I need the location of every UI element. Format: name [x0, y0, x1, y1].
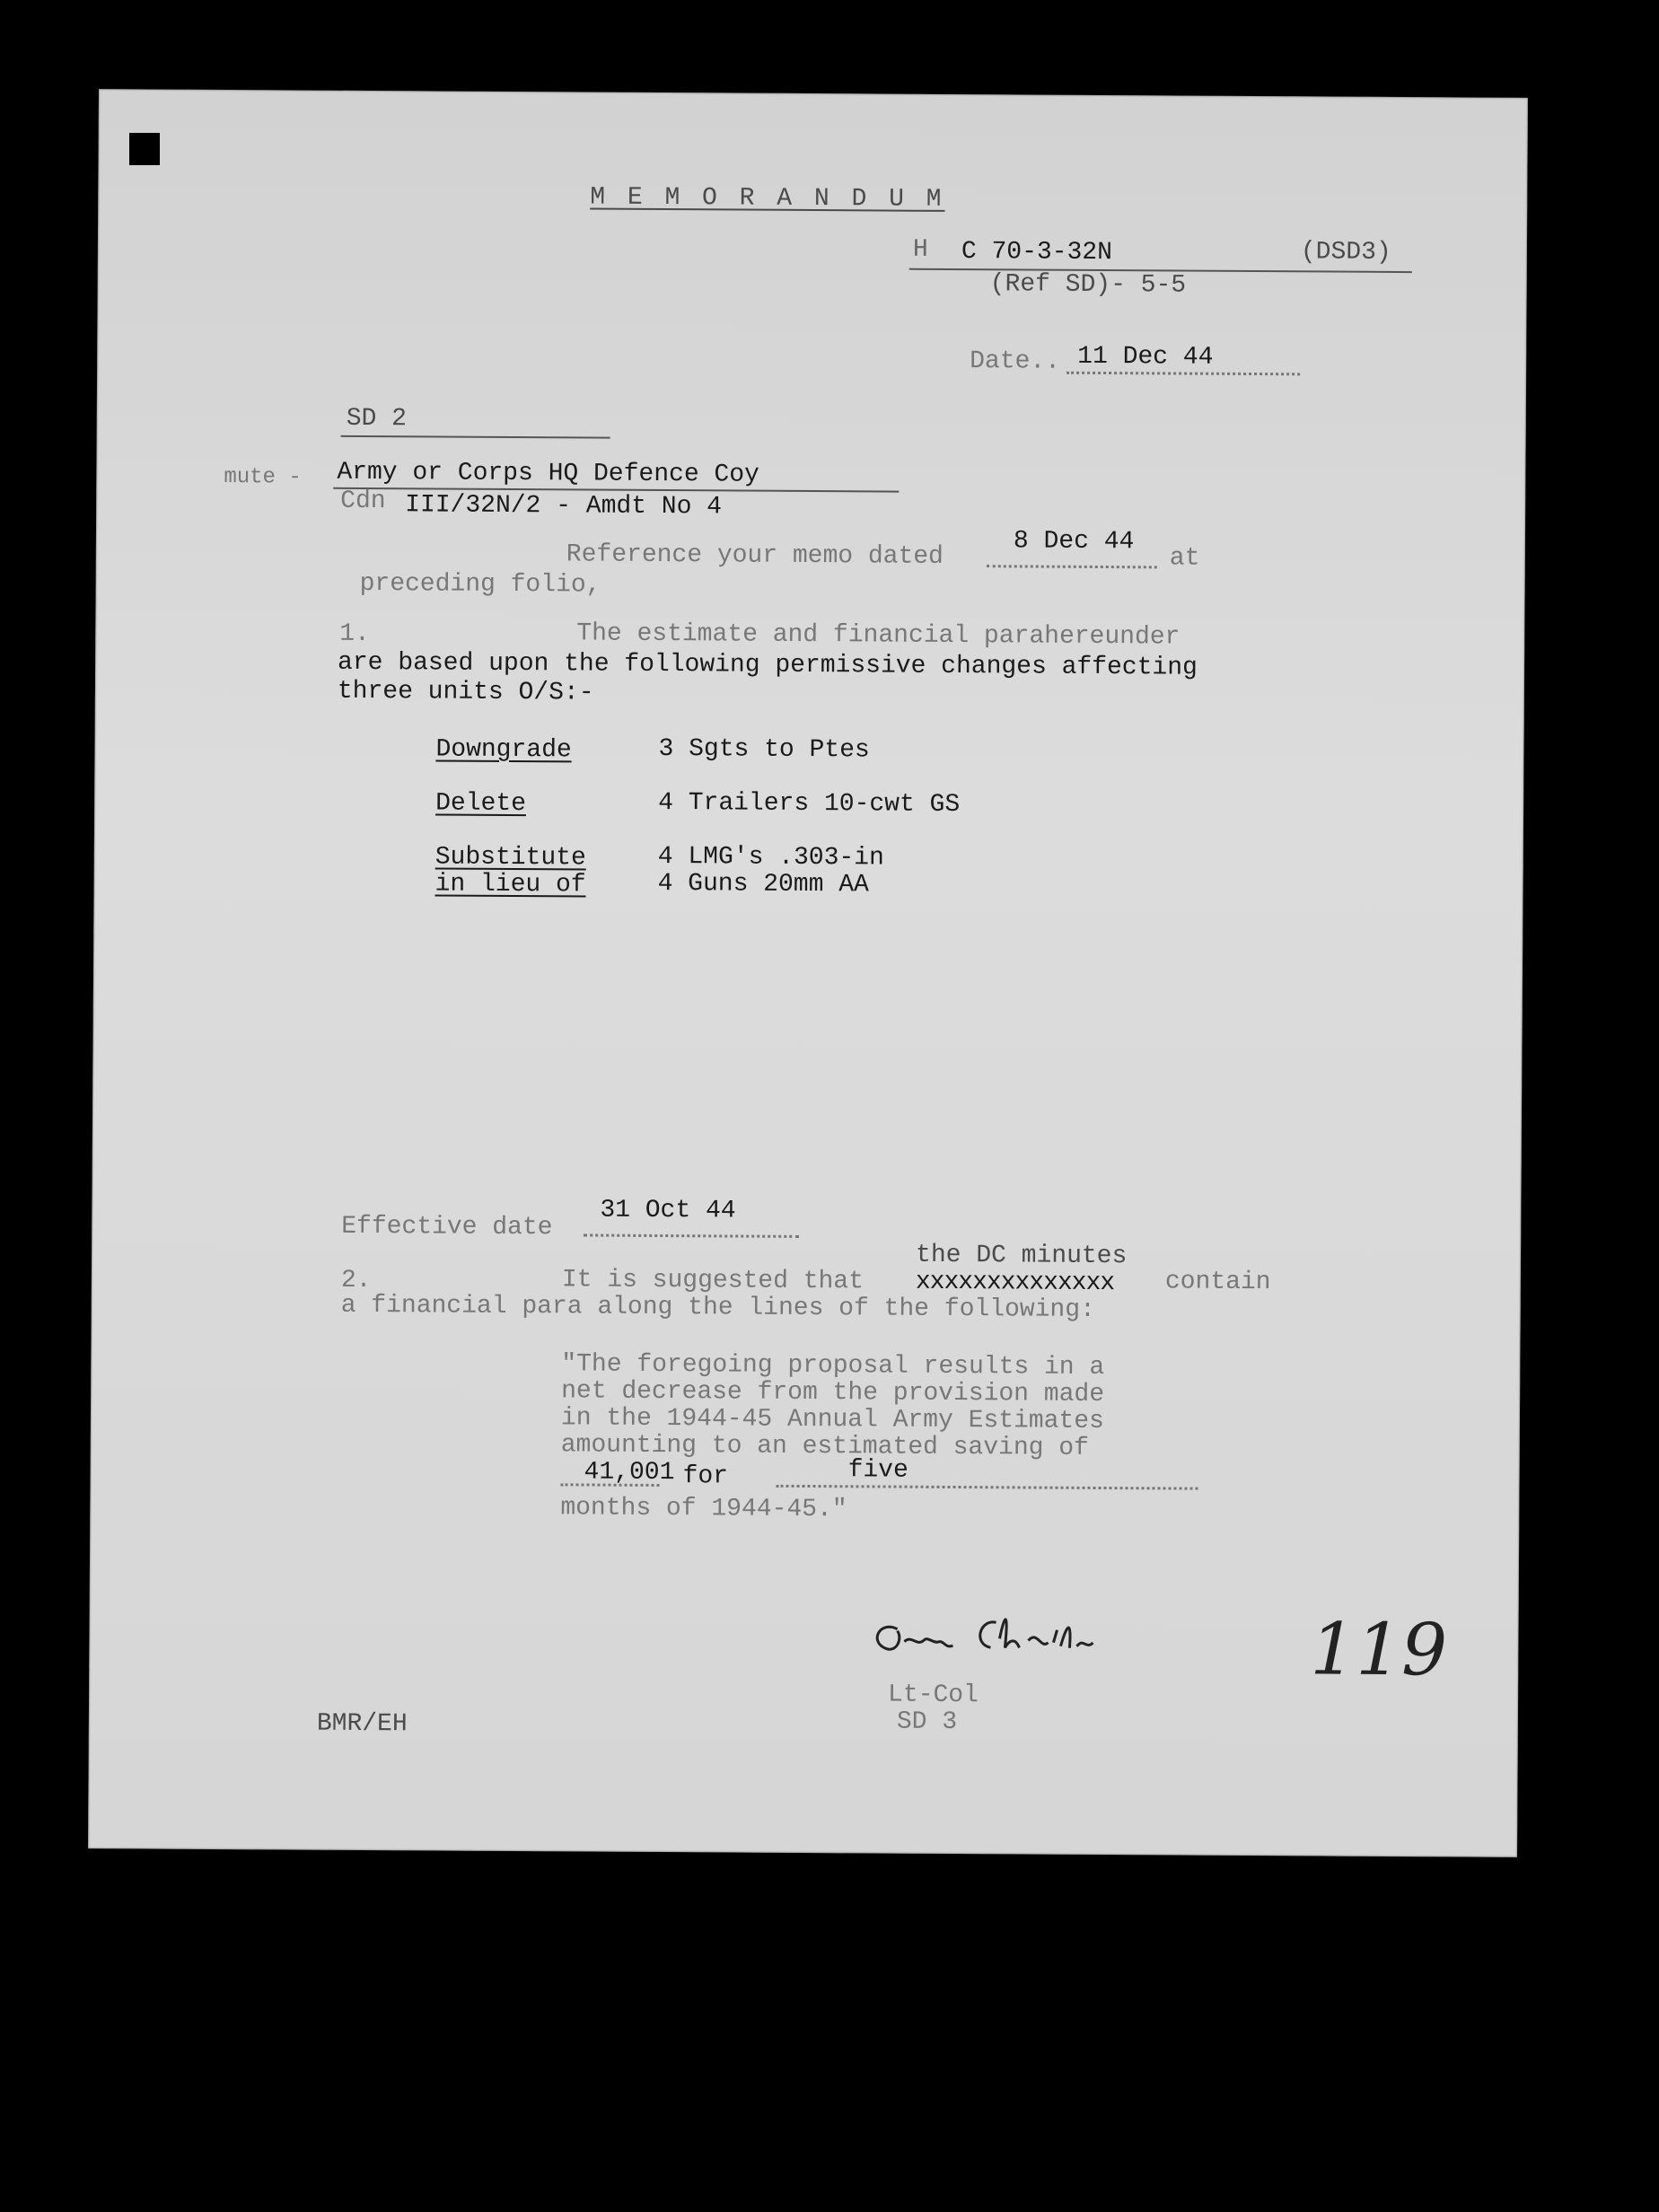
subject-prefix: mute - — [224, 465, 302, 490]
para2-line2: a financial para along the lines of the following: — [340, 1291, 1095, 1324]
para2-struck: xxxxxxxxxxxxxx — [915, 1268, 1115, 1298]
reference-text-a: Reference your memo dated — [566, 540, 944, 571]
change-label-downgrade: Downgrade — [435, 735, 572, 765]
date-dots — [1066, 372, 1300, 376]
sign-rank: Lt-Col — [887, 1681, 979, 1710]
memo-page — [88, 89, 1528, 1857]
quote-line2: net decrease from the provision made — [561, 1377, 1105, 1409]
change-label-substitute: Substitute — [434, 843, 586, 873]
quote-amount-dots — [561, 1483, 660, 1487]
para2-line1b: contain — [1164, 1268, 1271, 1297]
quote-months-word: five — [847, 1456, 908, 1485]
para1-number: 1. — [339, 619, 371, 649]
date-label: Date.. — [970, 347, 1061, 376]
cdn-prefix: Cdn — [340, 487, 386, 516]
reference-dots — [987, 565, 1157, 568]
to-rule — [341, 435, 610, 439]
quote-line3: in the 1944-45 Annual Army Estimates — [560, 1404, 1104, 1436]
para1-line3: three units O/S:- — [337, 677, 594, 707]
initials: BMR/EH — [316, 1709, 408, 1739]
para2-number: 2. — [340, 1266, 372, 1295]
quote-months-dots — [777, 1485, 1198, 1490]
reference-text-b: at — [1169, 544, 1200, 573]
quote-line4: amounting to an estimated saving of — [560, 1431, 1089, 1462]
para2-insert: the DC minutes — [915, 1241, 1128, 1271]
punch-hole — [129, 133, 160, 165]
para1-line2: are based upon the following permissive changes affecting — [338, 648, 1198, 682]
ref-office: (DSD3) — [1300, 238, 1391, 267]
quote-line1: "The foregoing proposal results in a — [561, 1350, 1105, 1382]
effective-label: Effective date — [341, 1212, 553, 1242]
quote-for: for — [682, 1462, 729, 1491]
cdn-ref: III/32N/2 - Amdt No 4 — [405, 491, 723, 522]
effective-value: 31 Oct 44 — [600, 1196, 736, 1225]
quote-amount: 41,001 — [584, 1458, 675, 1488]
reference-date: 8 Dec 44 — [1013, 527, 1135, 557]
folio-number: 119 — [1310, 1607, 1448, 1692]
ref-sub: (Ref SD)- 5-5 — [989, 270, 1187, 300]
para2-line1a: It is suggested that — [561, 1266, 865, 1296]
memo-subject: Army or Corps HQ Defence Coy — [337, 458, 759, 489]
signature — [861, 1602, 1166, 1675]
quote-line6: months of 1944-45." — [560, 1494, 847, 1524]
change-value-delete: 4 Trailers 10-cwt GS — [658, 788, 961, 820]
reference-text-c: preceding folio, — [359, 569, 601, 600]
change-value-downgrade: 3 Sgts to Ptes — [658, 734, 870, 765]
change-value-in-lieu: 4 Guns 20mm AA — [657, 869, 869, 900]
effective-dots — [584, 1233, 799, 1237]
ref-number: C 70-3-32N — [961, 238, 1113, 268]
memo-heading: M E M O R A N D U M — [590, 183, 945, 214]
sign-office: SD 3 — [896, 1707, 958, 1737]
change-label-in-lieu: in lieu of — [434, 870, 586, 900]
change-value-substitute: 4 LMG's .303-in — [657, 842, 884, 873]
ref-prefix: H — [912, 235, 928, 264]
date-value: 11 Dec 44 — [1077, 342, 1214, 372]
signature-scribble — [861, 1602, 1166, 1675]
para1-line1: The estimate and financial parahereunder — [576, 619, 1181, 652]
to-office: SD 2 — [346, 404, 408, 434]
change-label-delete: Delete — [435, 789, 527, 819]
